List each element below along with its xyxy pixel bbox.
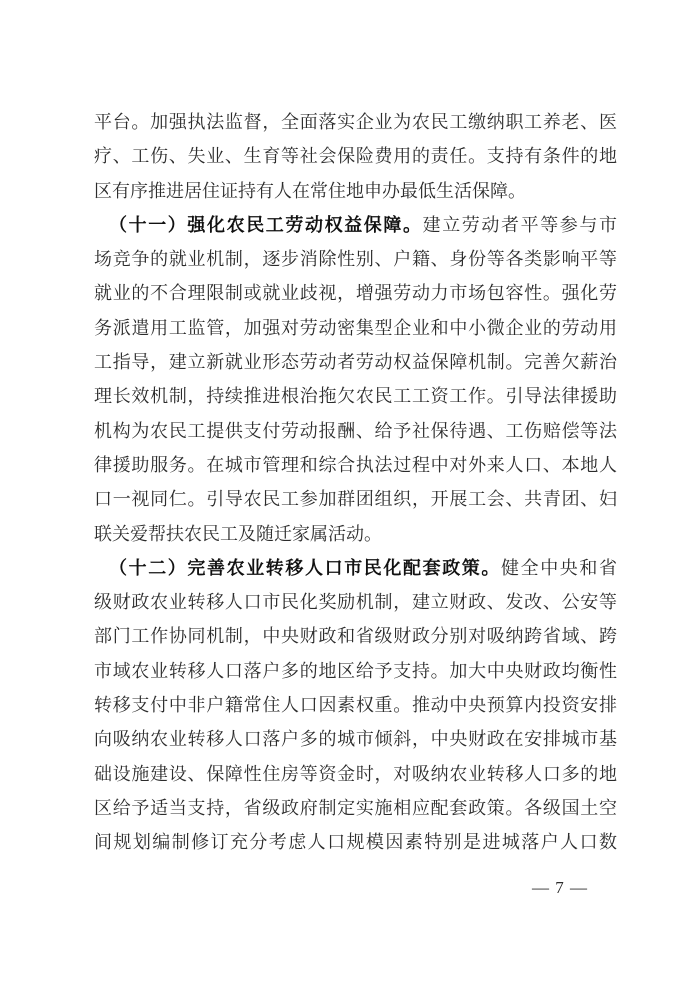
text-line [94,208,617,242]
text-segment: 级财政农业转移人口市民化奖励机制，建立财政、发改、公安等 [94,592,617,613]
text-segment: 律援助服务。在城市管理和综合执法过程中对外来人口、本地人 [94,454,617,475]
text-line [94,448,617,482]
text-line [94,311,617,345]
text-segment: 区给予适当支持，省级政府制定实施相应配套政策。各级国土空 [94,797,617,818]
text-line [94,242,617,276]
text-line [94,551,617,585]
text-line [94,585,617,619]
text-line [94,654,617,688]
text-segment: 理长效机制，持续推进根治拖欠农民工工资工作。引导法律援助 [94,386,617,407]
text-segment: 工指导，建立新就业形态劳动者劳动权益保障机制。完善欠薪治 [94,352,617,373]
page-number: — 7 — [532,878,588,897]
para-12-citizenization-supporting-policies [94,551,617,860]
text-segment: 市域农业转移人口落户多的地区给予支持。加大中央财政均衡性 [94,660,617,681]
text-segment: 平台。加强执法监督，全面落实企业为农民工缴纳职工养老、医 [94,112,617,132]
text-line [94,482,617,516]
document-body [94,105,617,860]
text-line [94,619,617,653]
text-segment: 机构为农民工提供支付劳动报酬、给予社保待遇、工伤赔偿等法 [94,420,617,441]
text-segment: 联关爱帮扶农民工及随迁家属活动。 [94,523,382,544]
text-line [94,688,617,722]
text-segment: 健全中央和省 [501,557,617,578]
text-segment: 向吸纳农业转移人口落户多的城市倾斜，中央财政在安排城市基 [94,729,617,750]
text-line [94,105,617,139]
text-segment: 就业的不合理限制或就业歧视，增强劳动力市场包容性。强化劳 [94,283,617,304]
text-segment: 础设施建设、保障性住房等资金时，对吸纳农业转移人口多的地 [94,763,617,784]
text-segment: 口一视同仁。引导农民工参加群团组织，开展工会、共青团、妇 [94,489,617,510]
para-social-insurance-continuation [94,105,617,208]
text-segment: 务派遣用工监管，加强对劳动密集型企业和中小微企业的劳动用 [94,317,617,338]
text-segment: 场竞争的就业机制，逐步消除性别、户籍、身份等各类影响平等 [94,249,617,270]
text-line [94,174,617,208]
text-line [94,791,617,825]
text-segment: 转移支付中非户籍常住人口因素权重。推动中央预算内投资安排 [94,695,617,716]
text-line [94,139,617,173]
text-line [94,414,617,448]
text-segment: 部门工作协同机制，中央财政和省级财政分别对吸纳跨省域、跨 [94,626,617,647]
text-segment: 间规划编制修订充分考虑人口规模因素特别是进城落户人口数 [94,832,617,853]
text-line [94,276,617,310]
section-heading: （十一）强化农民工劳动权益保障。 [109,214,423,235]
text-segment: 建立劳动者平等参与市 [422,214,617,235]
text-segment: 疗、工伤、失业、生育等社会保险费用的责任。支持有条件的地 [94,146,617,167]
text-segment: 区有序推进居住证持有人在常住地申办最低生活保障。 [94,180,526,201]
section-heading: （十二）完善农业转移人口市民化配套政策。 [109,557,501,578]
para-11-labor-rights-protection [94,208,617,551]
text-line [94,517,617,551]
text-line [94,825,617,859]
text-line [94,345,617,379]
text-line [94,757,617,791]
text-line [94,379,617,413]
text-line [94,722,617,756]
